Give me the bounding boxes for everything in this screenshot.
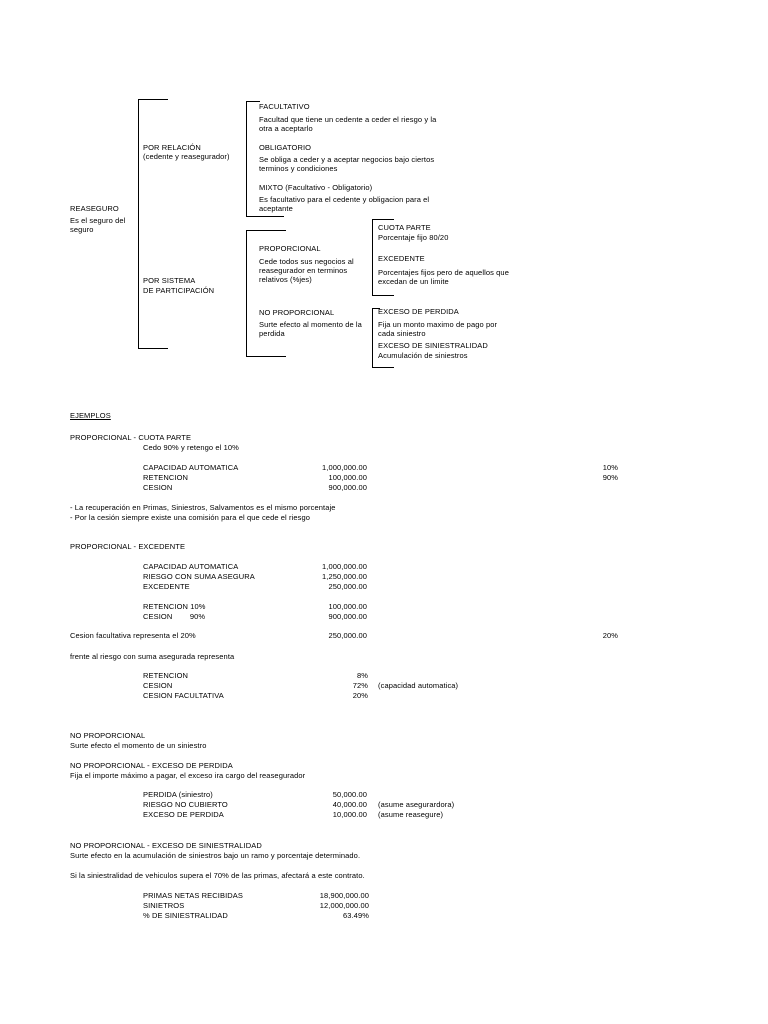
root-description: Es el seguro del seguro [70, 216, 126, 234]
excedente-section-title: PROPORCIONAL - EXCEDENTE [70, 542, 186, 551]
perdida-row-value: 40,000.00 [332, 800, 367, 809]
cuota-row-label: RETENCION [143, 473, 189, 482]
exceso-siniestralidad-label: EXCESO DE SINIESTRALIDAD [378, 341, 488, 350]
por-relacion-label: POR RELACIÓN [143, 143, 201, 152]
sistema-bracket-vertical [246, 230, 247, 357]
excedente-row-label: RETENCION 10% [143, 602, 206, 611]
obligatorio-description: Se obliga a ceder y a aceptar negocios bajo ciertos terminos y condiciones [259, 155, 435, 173]
cuota-section-title: PROPORCIONAL - CUOTA PARTE [70, 433, 192, 442]
excedente-row-value: 1,000,000.00 [322, 562, 367, 571]
proporcional-bracket-bottom [372, 295, 394, 296]
siniestralidad-condition: Si la siniestralidad de vehiculos supera el 70% de las primas, afectará a este contrato. [70, 871, 365, 880]
excedente-row-label: RIESGO CON SUMA ASEGURA [143, 572, 255, 581]
main-bracket-top [138, 99, 168, 100]
facultativa-value: 250,000.00 [328, 631, 367, 640]
perdida-row-label: EXCESO DE PERDIDA [143, 810, 224, 819]
sistema-bracket-top [246, 230, 286, 231]
exceso-perdida-label: EXCESO DE PERDIDA [378, 307, 459, 316]
cuota-parte-description: Porcentaje fijo 80/20 [378, 233, 449, 242]
por-participacion-label: DE PARTICIPACIÓN [143, 286, 215, 295]
perdida-row-note: (asume asegurardora) [378, 800, 455, 809]
excedente-description: Porcentajes fijos pero de aquellos que excedan de un limite [378, 268, 509, 286]
excedente-row-label: CAPACIDAD AUTOMATICA [143, 562, 239, 571]
excedente-row-value: 100,000.00 [328, 602, 367, 611]
perdida-section-title: NO PROPORCIONAL - EXCESO DE PERDIDA [70, 761, 233, 770]
facultativo-description: Facultad que tiene un cedente a ceder el riesgo y la otra a aceptarlo [259, 115, 437, 133]
perdida-row-value: 50,000.00 [332, 790, 367, 799]
proporcional-bracket-top [372, 219, 394, 220]
perdida-section-description: Fija el importe máximo a pagar, el exceso ira cargo del reasegurador [70, 771, 306, 780]
cuota-row-pct: 90% [602, 473, 618, 482]
proporcional-description: Cede todos sus negocios al reasegurador en terminos relativos (%jes) [259, 257, 354, 284]
excedente-label: EXCEDENTE [378, 254, 425, 263]
participacion-row-value: 8% [356, 671, 368, 680]
participacion-row-note: (capacidad automatica) [378, 681, 459, 690]
facultativo-label: FACULTATIVO [259, 102, 310, 111]
cuota-row-value: 100,000.00 [328, 473, 367, 482]
cuota-row-pct: 10% [602, 463, 618, 472]
participacion-row-label: CESION FACULTATIVA [143, 691, 224, 700]
cuota-row-label: CAPACIDAD AUTOMATICA [143, 463, 239, 472]
relacion-bracket-bottom [246, 216, 284, 217]
cuota-section-subtitle: Cedo 90% y retengo el 10% [143, 443, 239, 452]
siniestralidad-section-title: NO PROPORCIONAL - EXCESO DE SINIESTRALIDAD [70, 841, 262, 850]
cuota-row-value: 900,000.00 [328, 483, 367, 492]
no-prop-title: NO PROPORCIONAL [70, 731, 146, 740]
excedente-row-label: EXCEDENTE [143, 582, 190, 591]
siniestralidad-row-value: 12,000,000.00 [319, 901, 369, 910]
sistema-bracket-bottom [246, 356, 286, 357]
perdida-row-note: (asume reasegure) [378, 810, 444, 819]
excedente-row-value: 1,250,000.00 [322, 572, 367, 581]
cuota-parte-label: CUOTA PARTE [378, 223, 431, 232]
root-title: REASEGURO [70, 204, 119, 213]
main-bracket-bottom [138, 348, 168, 349]
exceso-perdida-description: Fija un monto maximo de pago por cada siniestro [378, 320, 498, 338]
facultativa-label: Cesion facultativa representa el 20% [70, 631, 196, 640]
siniestralidad-row-label: PRIMAS NETAS RECIBIDAS [143, 891, 243, 900]
mixto-label: MIXTO (Facultativo - Obligatorio) [259, 183, 373, 192]
proporcional-bracket-vertical [372, 219, 373, 296]
perdida-row-label: PERDIDA (siniestro) [143, 790, 213, 799]
participacion-row-label: RETENCION [143, 671, 189, 680]
obligatorio-label: OBLIGATORIO [259, 143, 312, 152]
perdida-row-value: 10,000.00 [332, 810, 367, 819]
siniestralidad-row-value: 18,900,000.00 [319, 891, 369, 900]
por-sistema-label: POR SISTEMA [143, 276, 196, 285]
perdida-row-label: RIESGO NO CUBIERTO [143, 800, 228, 809]
excedente-row-value: 250,000.00 [328, 582, 367, 591]
cuota-row-value: 1,000,000.00 [322, 463, 367, 472]
excedente-row-value: 900,000.00 [328, 612, 367, 621]
no-proporcional-bracket-bottom [372, 367, 394, 368]
participacion-row-label: CESION [143, 681, 173, 690]
excedente-row-label: CESION 90% [143, 612, 206, 621]
frente-text: frente al riesgo con suma asegurada representa [70, 652, 235, 661]
siniestralidad-row-label: % DE SINIESTRALIDAD [143, 911, 228, 920]
participacion-row-value: 20% [352, 691, 368, 700]
siniestralidad-row-value: 63.49% [342, 911, 369, 920]
relacion-bracket-top [246, 101, 260, 102]
por-relacion-sublabel: (cedente y reasegurador) [143, 152, 230, 161]
cuota-note: - Por la cesión siempre existe una comisión para el que cede el riesgo [70, 513, 311, 522]
participacion-row-value: 72% [352, 681, 368, 690]
no-prop-description: Surte efecto el momento de un siniestro [70, 741, 207, 750]
siniestralidad-section-description: Surte efecto en la acumulación de siniestros bajo un ramo y porcentaje determinado. [70, 851, 361, 860]
no-proporcional-description: Surte efecto al momento de la perdida [259, 320, 362, 338]
proporcional-label: PROPORCIONAL [259, 244, 321, 253]
facultativa-pct: 20% [602, 631, 618, 640]
exceso-siniestralidad-description: Acumulación de siniestros [378, 351, 468, 360]
ejemplos-heading: EJEMPLOS [70, 411, 111, 420]
mixto-description: Es facultativo para el cedente y obligacion para el aceptante [259, 195, 430, 213]
main-bracket-vertical [138, 99, 139, 349]
cuota-row-label: CESION [143, 483, 173, 492]
no-proporcional-bracket-vertical [372, 308, 373, 368]
no-proporcional-label: NO PROPORCIONAL [259, 308, 335, 317]
siniestralidad-row-label: SINIETROS [143, 901, 185, 910]
relacion-bracket-vertical [246, 101, 247, 217]
cuota-note: - La recuperación en Primas, Siniestros, Salvamentos es el mismo porcentaje [70, 503, 336, 512]
